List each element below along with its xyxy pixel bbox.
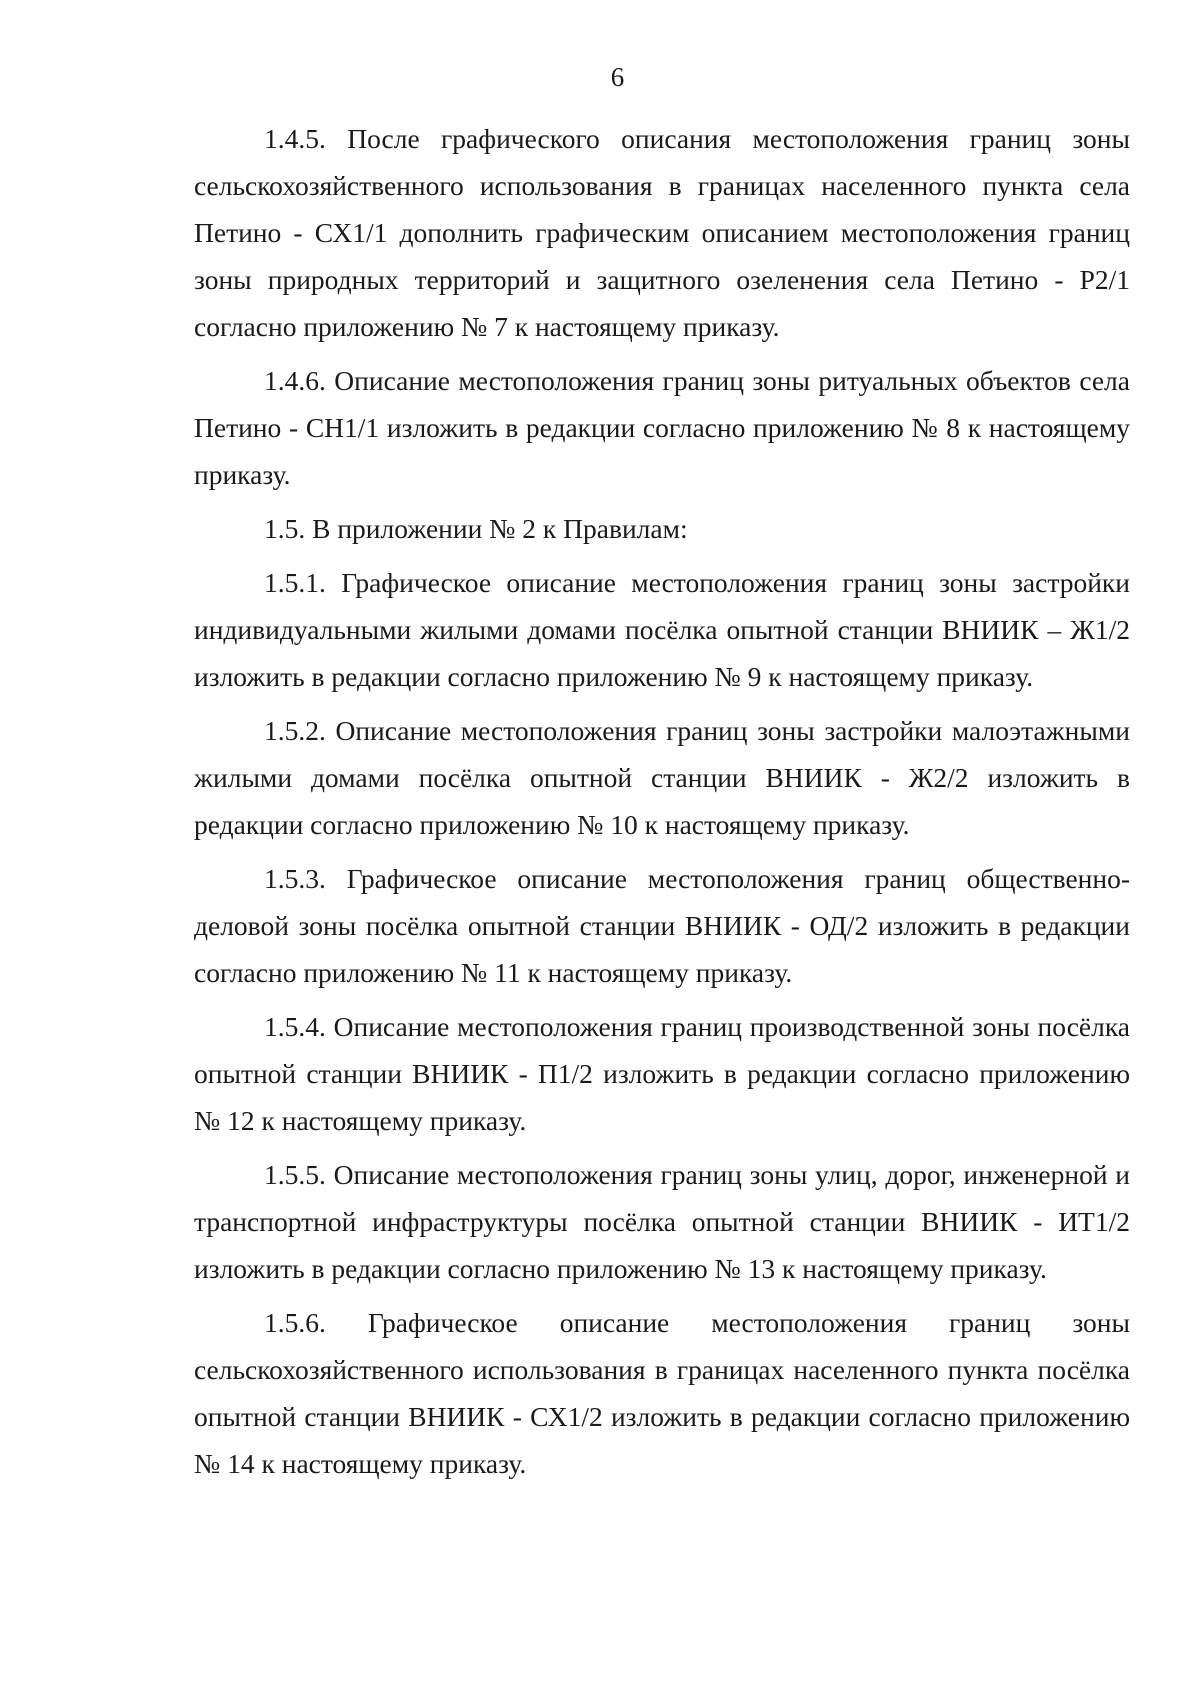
paragraph-1-5-6: 1.5.6. Графическое описание местоположения границ зоны сельскохозяйственного использования в границах населенного пункта посёлка опытной станции ВНИИК - СХ1/2 изложить в редакции согласно приложению № 14 к настоящему приказу. (194, 1307, 1130, 1479)
document-body (194, 115, 1130, 1494)
paragraph-1-5-5: 1.5.5. Описание местоположения границ зоны улиц, дорог, инженерной и транспортной инфраструктуры посёлка опытной станции ВНИИК - ИТ1/2 изложить в редакции согласно приложению № 13 к настоящему приказу. (194, 1159, 1130, 1284)
paragraph-1-5-3: 1.5.3. Графическое описание местоположения границ общественно-деловой зоны посёлка опытной станции ВНИИК - ОД/2 изложить в редакции согласно приложению № 11 к настоящему приказу. (194, 863, 1130, 988)
paragraph-1-4-6: 1.4.6. Описание местоположения границ зоны ритуальных объектов села Петино - СН1/1 изложить в редакции согласно приложению № 8 к настоящему приказу. (194, 365, 1130, 490)
paragraph-1-5-2: 1.5.2. Описание местоположения границ зоны застройки малоэтажными жилыми домами посёлка опытной станции ВНИИК - Ж2/2 изложить в редакции согласно приложению № 10 к настоящему приказу. (194, 715, 1130, 840)
paragraph-1-4-5: 1.4.5. После графического описания местоположения границ зоны сельскохозяйственного использования в границах населенного пункта села Петино - СХ1/1 дополнить графическим описанием местоположения границ зоны природных территорий и защитного озеленения села Петино - Р2/1 согласно приложению № 7 к настоящему приказу. (194, 123, 1130, 342)
page-number: 6 (610, 62, 625, 92)
paragraph-1-5-1: 1.5.1. Графическое описание местоположения границ зоны застройки индивидуальными жилыми домами посёлка опытной станции ВНИИК – Ж1/2 изложить в редакции согласно приложению № 9 к настоящему приказу. (194, 567, 1130, 692)
paragraph-1-5-4: 1.5.4. Описание местоположения границ производственной зоны посёлка опытной станции ВНИИК - П1/2 изложить в редакции согласно приложению № 12 к настоящему приказу. (194, 1011, 1130, 1136)
paragraph-1-5: 1.5. В приложении № 2 к Правилам: (264, 513, 688, 544)
